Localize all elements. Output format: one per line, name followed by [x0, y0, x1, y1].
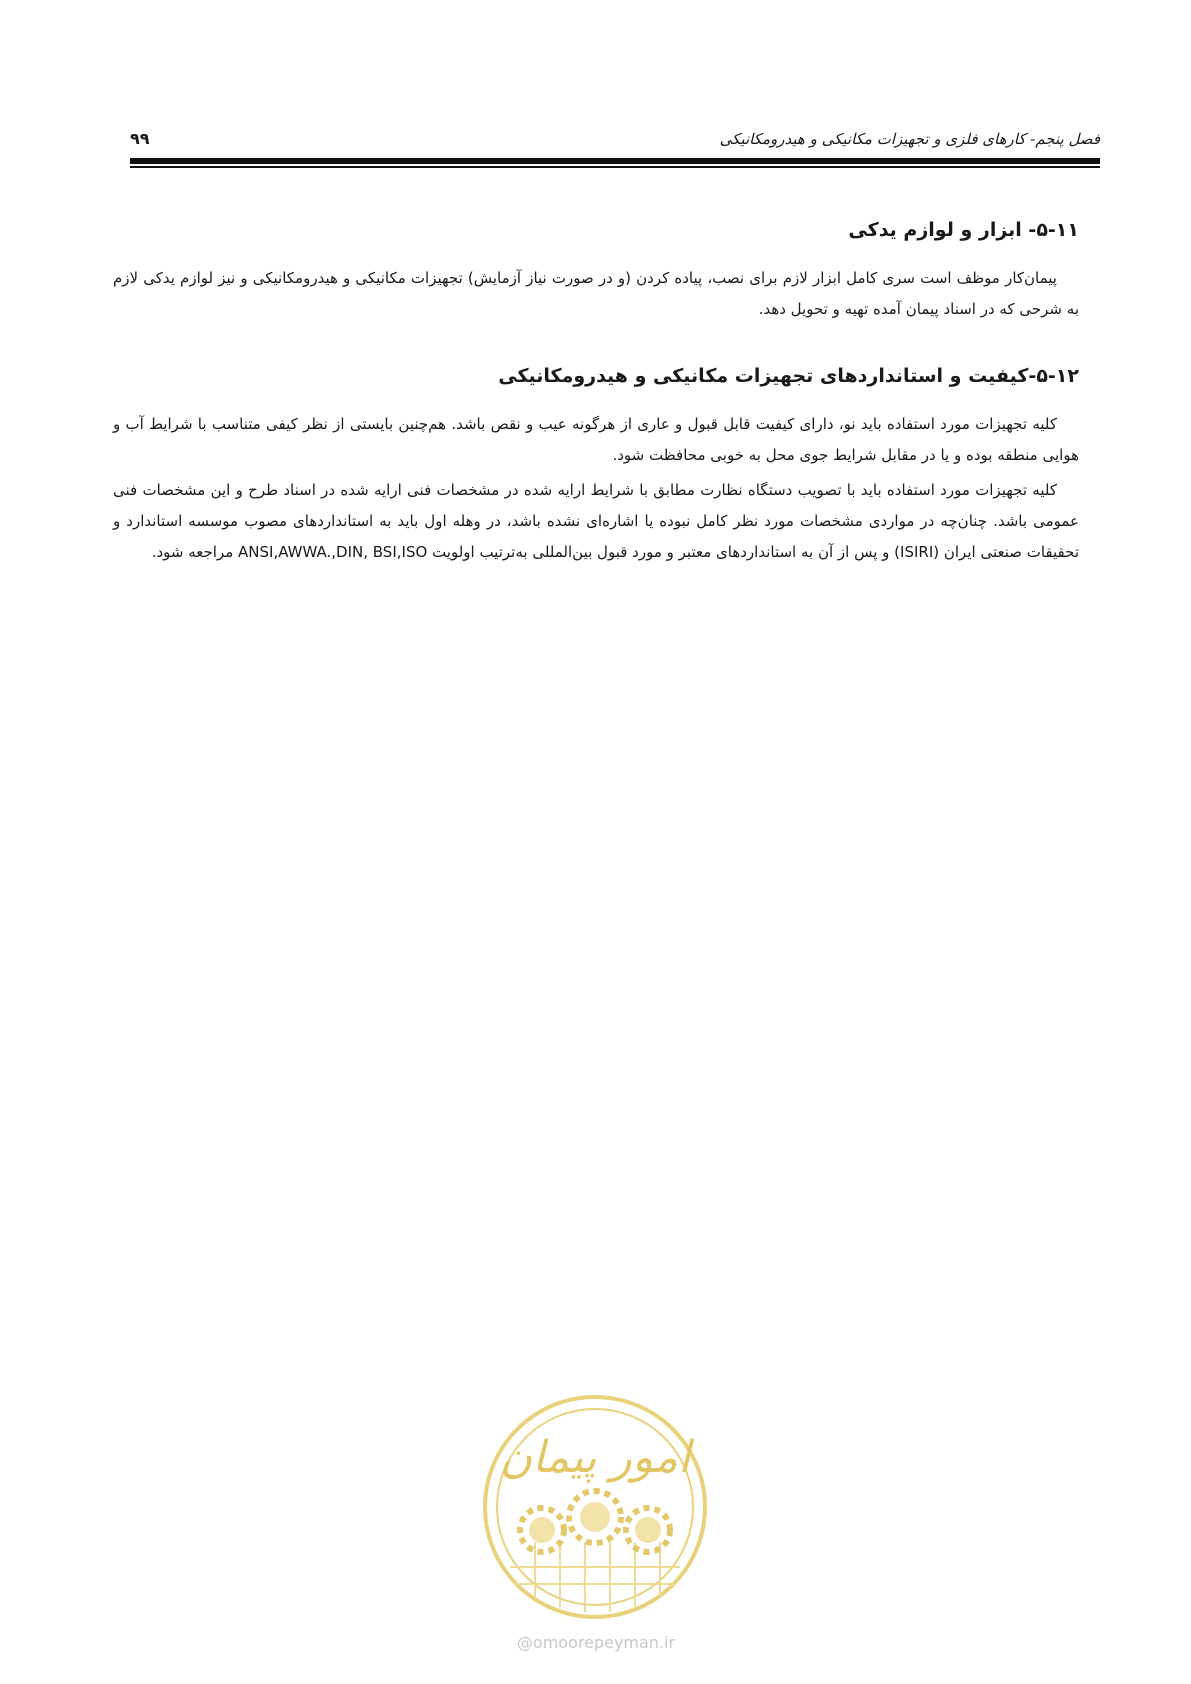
header-rule-thick: [130, 158, 1100, 164]
watermark-url: [486, 1633, 706, 1652]
running-title: فصل پنجم- کارهای فلزی و تجهیزات مکانیکی و هیدرومکانیکی: [719, 130, 1100, 148]
paragraph: کلیه تجهیزات مورد استفاده باید با تصویب دستگاه نظارت مطابق با شرایط ارایه شده در مشخصات فنی ارایه شده در اسناد طرح و این مشخصات فنی عمومی باشد. چنان‌چه در مواردی مشخصات مورد نظر کامل نبوده یا اشاره‌ای نشده باشد، در وهله اول باید به استانداردهای مصوب موسسه استاندارد و تحقیقات صنعتی ایران (ISIRI) و پس از آن به استانداردهای معتبر و مورد قبول بین‌المللی به‌ترتیب اولویت ANSI,AWWA.,DIN, BSI,ISO مراجعه شود.: [113, 481, 1079, 561]
watermark-url-text: omoorepeyman.ir: [532, 1633, 676, 1652]
svg-text:امور پیمان: امور پیمان: [499, 1432, 691, 1483]
section-tools-spare-parts: [113, 219, 1079, 325]
section-quality-standards: [113, 365, 1079, 568]
paragraph: پیمان‌کار موظف است سری کامل ابزار لازم برای نصب، پیاده کردن (و در صورت نیاز آزمایش) تجهیزات مکانیکی و هیدرومکانیکی و نیز لوازم یدکی لازم به شرحی که در اسناد پیمان آمده تهیه و تحویل دهد.: [113, 269, 1079, 318]
at-icon: @: [516, 1633, 533, 1652]
page-header: [130, 128, 1100, 158]
page-body: [113, 205, 1079, 608]
watermark-logo: [480, 1392, 710, 1622]
header-rule-thin: [130, 166, 1100, 168]
section-heading: ۵-۱۲-کیفیت و استانداردهای تجهیزات مکانیکی و هیدرومکانیکی: [498, 365, 1079, 387]
paragraph: کلیه تجهیزات مورد استفاده باید نو، دارای کیفیت قابل قبول و عاری از هرگونه عیب و نقص باشد. هم‌چنین بایستی از نظر کیفی متناسب با شرایط آب و هوایی منطقه بوده و یا در مقابل شرایط جوی محل به خوبی محافظت شود.: [113, 415, 1079, 464]
section-heading: ۵-۱۱- ابزار و لوازم یدکی: [848, 219, 1079, 241]
page-number: ۹۹: [130, 129, 150, 148]
